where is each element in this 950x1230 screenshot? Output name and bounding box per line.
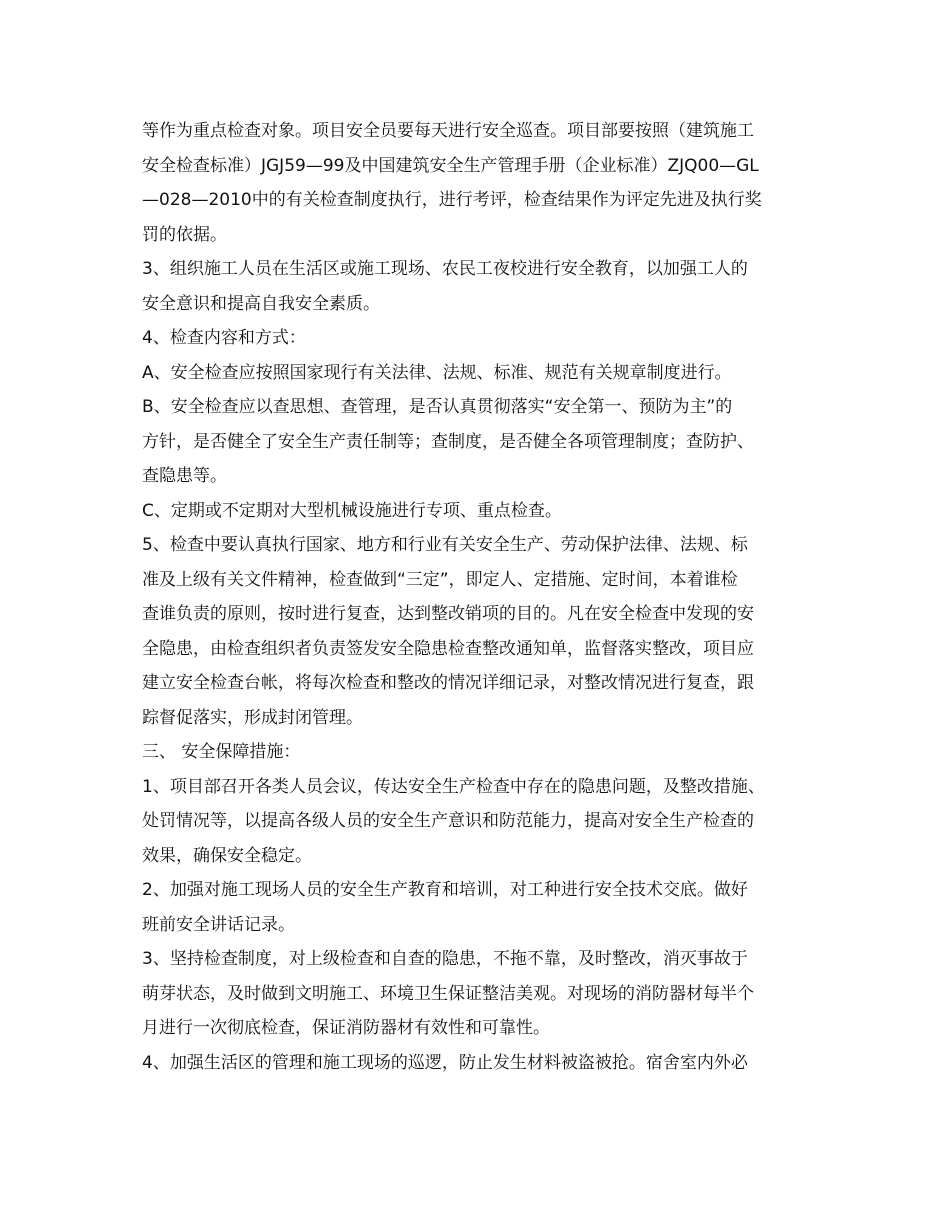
text-line: 等作为重点检查对象。项目安全员要每天进行安全巡查。项目部要按照（建筑施工	[142, 121, 754, 141]
text-line: 3、坚持检查制度，对上级检查和自查的隐患，不拖不靠，及时整改，消灭事故于	[142, 949, 748, 969]
text-line: 全隐患，由检查组织者负责签发安全隐患检查整改通知单，监督落实整改，项目应	[142, 638, 754, 659]
text-line: 4、检查内容和方式：	[142, 328, 306, 348]
text-line: 准及上级有关文件精神，检查做到“三定”，即定人、定措施、定时间，本着谁检	[142, 569, 738, 590]
text-line: 安全意识和提高自我安全素质。	[142, 293, 380, 314]
text-line: 萌芽状态，及时做到文明施工、环境卫生保证整洁美观。对现场的消防器材每半个	[142, 983, 754, 1004]
text-line: 1、项目部召开各类人员会议，传达安全生产检查中存在的隐患问题，及整改措施、	[142, 776, 765, 797]
text-line: —028—2010中的有关检查制度执行，进行考评，检查结果作为评定先进及执行奖	[142, 190, 762, 210]
section-heading: 三、 安全保障措施：	[142, 742, 301, 762]
text-line: 4、加强生活区的管理和施工现场的巡逻，防止发生材料被盗被抢。宿舍室内外必	[142, 1052, 748, 1073]
text-line: 查隐患等。	[142, 466, 227, 486]
text-line: B、安全检查应以查思想、查管理，是否认真贯彻落实“安全第一、预防为主”的	[142, 397, 733, 417]
text-line: 处罚情况等，以提高各级人员的安全生产意识和防范能力，提高对安全生产检查的	[142, 811, 754, 831]
text-line: A、安全检查应按照国家现行有关法律、法规、标准、规范有关规章制度进行。	[142, 362, 732, 383]
text-line: 方针，是否健全了安全生产责任制等；查制度，是否健全各项管理制度；查防护、	[142, 431, 754, 452]
text-line: C、定期或不定期对大型机械设施进行专项、重点检查。	[142, 500, 562, 521]
text-line: 效果，确保安全稳定。	[142, 845, 312, 866]
text-line: 月进行一次彻底检查，保证消防器材有效性和可靠性。	[142, 1018, 550, 1038]
text-line: 罚的依据。	[142, 224, 227, 245]
body-text	[142, 114, 842, 1080]
text-line: 踪督促落实，形成封闭管理。	[142, 707, 363, 728]
text-line: 3、组织施工人员在生活区或施工现场、农民工夜校进行安全教育，以加强工人的	[142, 259, 748, 279]
text-line: 5、检查中要认真执行国家、地方和行业有关安全生产、劳动保护法律、法规、标	[142, 535, 748, 555]
text-line: 建立安全检查台帐，将每次检查和整改的情况详细记录，对整改情况进行复查，跟	[142, 673, 754, 693]
text-line: 查谁负责的原则，按时进行复查，达到整改销项的目的。凡在安全检查中发现的安	[142, 604, 754, 624]
text-line: 2、加强对施工现场人员的安全生产教育和培训，对工种进行安全技术交底。做好	[142, 880, 748, 900]
text-line: 班前安全讲话记录。	[142, 914, 295, 935]
text-line: 安全检查标准）JGJ59—99及中国建筑安全生产管理手册（企业标准）ZJQ00—GL	[142, 155, 759, 176]
